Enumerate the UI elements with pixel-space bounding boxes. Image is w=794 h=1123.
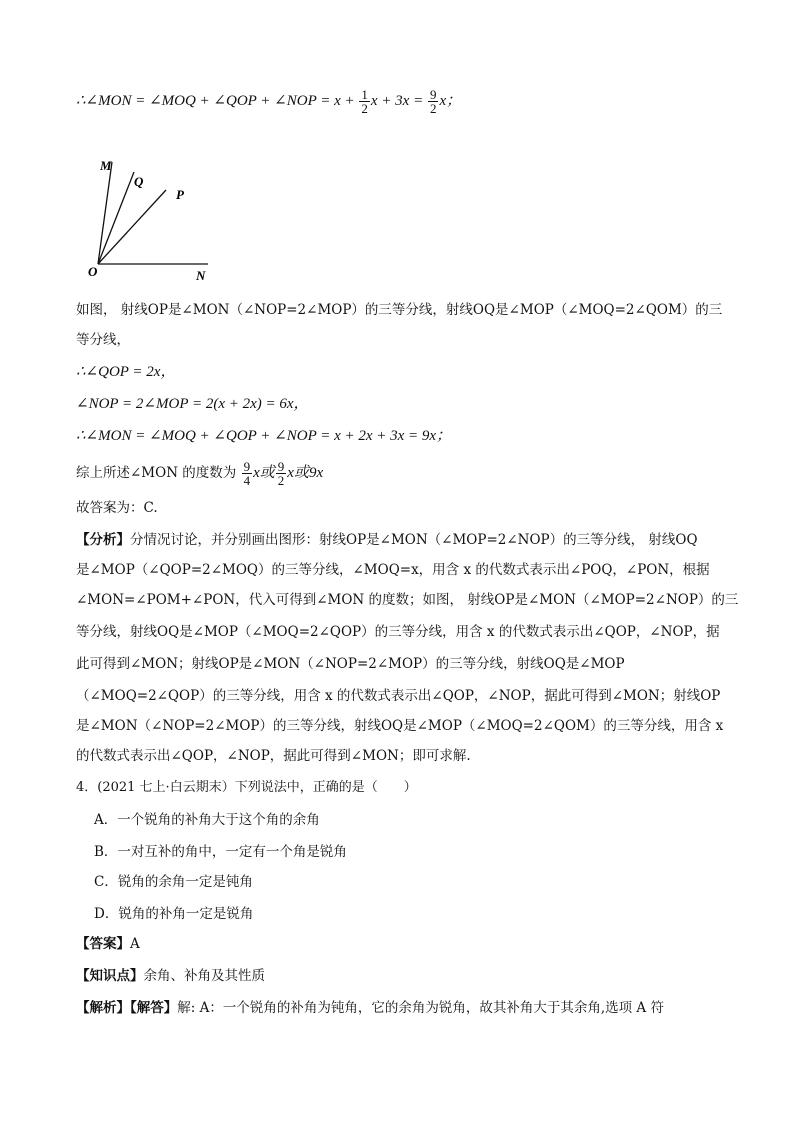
analysis-tag: 【分析】 xyxy=(76,532,130,548)
knowledge-value: 余角、补角及其性质 xyxy=(143,968,265,984)
ray-oq xyxy=(98,172,134,264)
explanation-tag: 【解析】【解答】 xyxy=(76,1000,178,1016)
option-a: A．一个锐角的补角大于这个角的余角 xyxy=(94,812,320,828)
ray-op xyxy=(98,190,166,264)
fraction-half xyxy=(359,88,370,115)
analysis-line: 是∠MON（∠NOP=2∠MOP）的三等分线，射线OQ是∠MOP（∠MOQ=2∠QOM）的三等分线，用含 x xyxy=(76,718,724,734)
equation-line: ∴∠MON = ∠MOQ + ∠QOP + ∠NOP = x + 2x + 3x = 9x； xyxy=(76,428,452,444)
summary-text: x或 xyxy=(253,465,275,481)
equation-line: ∠NOP = 2∠MOP = 2(x + 2x) = 6x， xyxy=(76,396,309,412)
summary-text: x或9x xyxy=(287,465,324,481)
label-m: M xyxy=(100,158,112,173)
answer-statement: 故答案为：C. xyxy=(76,500,158,516)
label-p: P xyxy=(176,187,184,202)
frac-den: 2 xyxy=(277,473,285,488)
explanation-line xyxy=(76,998,664,1018)
summary-line xyxy=(76,460,323,487)
answer-line xyxy=(76,934,140,954)
label-o: O xyxy=(88,264,98,279)
analysis-line: ∠MON=∠POM+∠PON，代入可得到∠MON 的度数；如图， 射线OP是∠MON（∠MOP=2∠NOP）的三 xyxy=(76,592,739,608)
label-q: Q xyxy=(134,174,144,189)
knowledge-tag: 【知识点】 xyxy=(76,968,144,984)
eq-part: x； xyxy=(439,92,462,109)
text-line: 如图， 射线OP是∠MON（∠NOP=2∠MOP）的三等分线，射线OQ是∠MOP（∠MOQ=2∠QOM）的三 xyxy=(76,302,723,318)
option-c: C．锐角的余角一定是钝角 xyxy=(94,874,253,890)
question-4: 4．(2021 七上·白云期末）下列说法中，正确的是（ ） xyxy=(76,780,417,795)
ray-om xyxy=(98,162,112,264)
fraction-nine-quarters xyxy=(242,460,253,487)
frac-num: 1 xyxy=(361,87,368,102)
equation-mon-line xyxy=(76,88,461,115)
equation-line: ∴∠QOP = 2x， xyxy=(76,364,176,380)
label-n: N xyxy=(196,268,206,283)
knowledge-point-line xyxy=(76,966,265,986)
fraction-nine-halves xyxy=(428,88,439,115)
analysis-line: 的代数式表示出∠QOP，∠NOP，据此可得到∠MON；即可求解. xyxy=(76,748,471,764)
analysis-line: 此可得到∠MON；射线OP是∠MON（∠NOP=2∠MOP）的三等分线，射线OQ是∠MOP xyxy=(76,656,625,672)
summary-text: 综上所述∠MON 的度数为 xyxy=(76,465,241,481)
analysis-line: （∠MOQ=2∠QOP）的三等分线，用含 x 的代数式表示出∠QOP，∠NOP，据此可得到∠MON；射线OP xyxy=(76,688,721,704)
frac-den: 2 xyxy=(361,101,368,116)
frac-num: 9 xyxy=(277,459,285,474)
frac-den: 4 xyxy=(243,473,251,488)
option-b: B．一对互补的角中，一定有一个角是锐角 xyxy=(94,844,347,860)
option-d: D．锐角的补角一定是锐角 xyxy=(94,906,254,922)
answer-tag: 【答案】 xyxy=(76,936,130,952)
fraction-nine-halves xyxy=(276,460,287,487)
analysis-text: 分情况讨论，并分别画出图形：射线OP是∠MON（∠MOP=2∠NOP）的三等分线， 射线OQ xyxy=(130,532,698,548)
eq-part: x + 3x = xyxy=(370,92,427,109)
analysis-line xyxy=(76,530,698,550)
frac-num: 9 xyxy=(429,87,437,102)
explanation-text: 解: A：一个锐角的补角为钝角，它的余角为锐角，故其补角大于其余角,选项 A 符 xyxy=(177,1000,664,1016)
angle-figure xyxy=(82,150,222,285)
analysis-line: 是∠MOP（∠QOP=2∠MOQ）的三等分线，∠MOQ=x，用含 x 的代数式表示出∠POQ，∠PON，根据 xyxy=(76,562,710,578)
frac-den: 2 xyxy=(429,101,437,116)
answer-value: A xyxy=(130,936,140,952)
analysis-line: 等分线，射线OQ是∠MOP（∠MOQ=2∠QOP）的三等分线，用含 x 的代数式表示出∠QOP，∠NOP，据 xyxy=(76,624,720,640)
frac-num: 9 xyxy=(243,459,251,474)
eq-part: ∴∠MON = ∠MOQ + ∠QOP + ∠NOP = x + xyxy=(76,92,359,109)
text-line: 等分线， xyxy=(76,332,130,348)
